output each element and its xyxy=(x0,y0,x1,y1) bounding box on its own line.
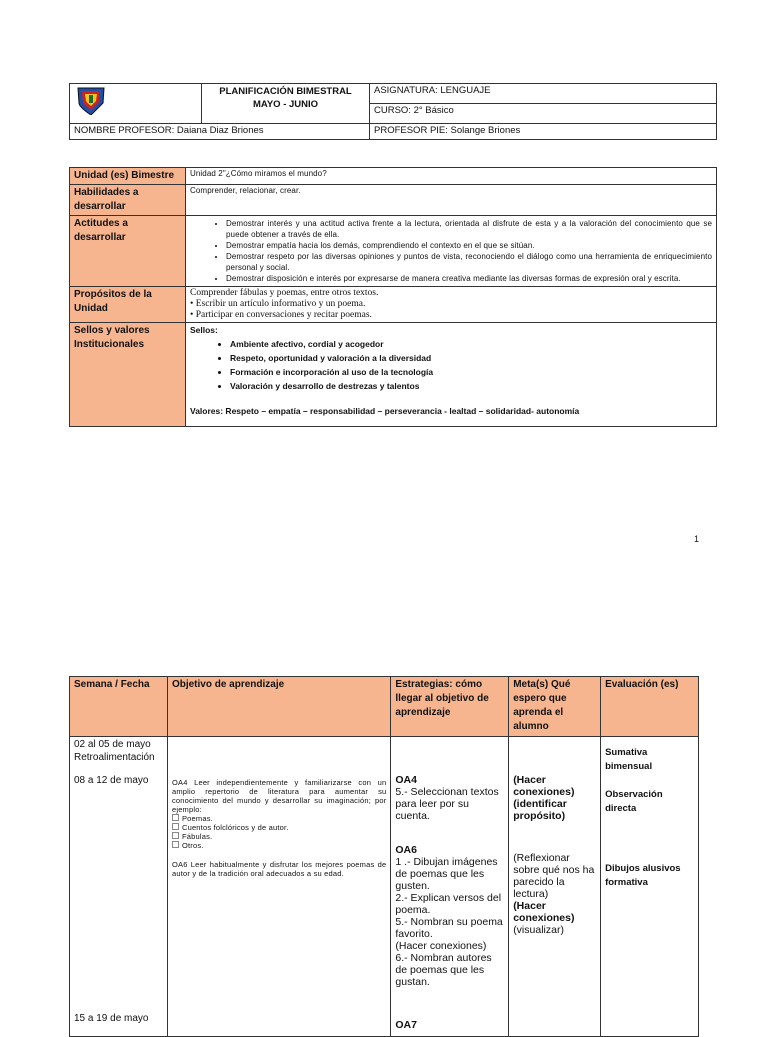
col-evaluation: Evaluación (es) xyxy=(601,677,699,737)
seals-title: Sellos: xyxy=(190,325,218,335)
unit-table xyxy=(69,167,717,427)
seal-item: • Formación e incorporación al uso de la tecnología xyxy=(230,365,712,379)
attitude-item: • Demostrar disposición e interés por expresarse de manera creativa mediante las diversas formas de expresión oral y escrita. xyxy=(226,273,712,284)
col-week: Semana / Fecha xyxy=(70,677,168,737)
title-cell xyxy=(202,84,370,124)
goal-item: (identificar propósito) xyxy=(513,798,567,822)
date-range: 15 a 19 de mayo xyxy=(74,1013,149,1024)
checkbox-icon xyxy=(172,814,179,821)
evaluation-item: Sumativa bimensual xyxy=(605,747,653,772)
unit-value: Unidad 2"¿Cómo miramos el mundo? xyxy=(186,168,717,185)
oa4-strategy: 5.- Seleccionan textos para leer por su cuenta. xyxy=(395,786,499,822)
col-strategies: Estrategias: cómo llegar al objetivo de aprendizaje xyxy=(391,677,509,737)
checkbox-icon xyxy=(172,823,179,830)
checkbox-icon xyxy=(172,832,179,839)
oa6-strategy: 5.- Nombran su poema favorito. xyxy=(395,916,503,940)
oa6-text: OA6 Leer habitualmente y disfrutar los mejores poemas de autor y de la tradición oral adecuados a su edad. xyxy=(171,860,387,878)
oa4-title: OA4 xyxy=(395,774,417,786)
checkbox-icon xyxy=(172,841,179,848)
evaluation-item: Observación directa xyxy=(605,789,663,814)
oa6-strategy: (Hacer conexiones) xyxy=(395,940,487,952)
evaluation-item: Dibujos alusivos formativa xyxy=(605,863,681,888)
seal-item: • Respeto, oportunidad y valoración a la diversidad xyxy=(230,351,712,365)
course: CURSO: 2° Básico xyxy=(370,104,717,124)
oa6-strategy: 6.- Nombran autores de poemas que les gustan. xyxy=(395,952,492,988)
oa4-item: Fábulas. xyxy=(172,832,386,841)
pie-teacher: PROFESOR PIE: Solange Briones xyxy=(370,124,717,140)
attitudes-cell xyxy=(186,216,717,287)
logo-cell xyxy=(70,84,202,124)
goals-cell xyxy=(509,737,601,1037)
date-label: Retroalimentación xyxy=(74,752,155,763)
purpose-item: • Participar en conversaciones y recitar poemas. xyxy=(190,310,372,320)
objective-cell xyxy=(167,737,390,1037)
attitude-item: • Demostrar interés y una actitud activa frente a la lectura, orientada al disfrute de esta y a la valoración del conocimiento que se puede obtener a través de ella. xyxy=(226,218,712,240)
dates-cell xyxy=(70,737,168,1037)
date-range: 08 a 12 de mayo xyxy=(74,775,149,786)
teacher-name: NOMBRE PROFESOR: Daiana Diaz Briones xyxy=(70,124,370,140)
oa4-item: Poemas. xyxy=(172,814,386,823)
plan-period: MAYO - JUNIO xyxy=(252,99,319,110)
oa4-item: Otros. xyxy=(172,841,386,850)
page-number: 1 xyxy=(694,534,700,544)
oa4-item: Cuentos folclóricos y de autor. xyxy=(172,823,386,832)
oa6-strategy: 1 .- Dibujan imágenes de poemas que les gusten. xyxy=(395,856,498,892)
oa7-title: OA7 xyxy=(395,1019,417,1031)
purposes-cell xyxy=(186,287,717,323)
attitude-item: • Demostrar empatía hacia los demás, comprendiendo el contexto en el que se sitúan. xyxy=(226,240,712,251)
values-text: Valores: Respeto – empatía – responsabilidad – perseverancia - lealtad – solidaridad- autonomía xyxy=(190,406,580,416)
oa6-strategy: 2.- Explican versos del poema. xyxy=(395,892,502,916)
skills-label: Habilidades a desarrollar xyxy=(70,185,186,216)
purpose-item: • Escribir un artículo informativo y un poema. xyxy=(190,299,366,309)
goal-item: (Hacer conexiones) xyxy=(513,774,575,798)
col-goal: Meta(s) Qué espero que aprenda el alumno xyxy=(509,677,601,737)
plan-table xyxy=(69,676,699,1037)
seals-cell xyxy=(186,323,717,427)
date-range: 02 al 05 de mayo xyxy=(74,739,151,750)
col-objective: Objetivo de aprendizaje xyxy=(167,677,390,737)
skills-value: Comprender, relacionar, crear. xyxy=(186,185,717,216)
school-logo-icon xyxy=(74,85,108,115)
goal-item: (visualizar) xyxy=(513,924,564,936)
purposes-label: Propósitos de la Unidad xyxy=(70,287,186,323)
seals-label: Sellos y valores Institucionales xyxy=(70,323,186,427)
unit-label: Unidad (es) Bimestre xyxy=(70,168,186,185)
oa6-title: OA6 xyxy=(395,844,417,856)
oa4-text: OA4 Leer independientemente y familiarizarse con un amplio repertorio de literatura para aumentar su conocimiento del mundo y desarrollar su imaginación; por ejemplo: xyxy=(171,778,387,814)
goal-item: (Reflexionar sobre qué nos ha parecido la lectura) xyxy=(513,852,595,900)
purpose-item: Comprender fábulas y poemas, entre otros textos. xyxy=(190,288,379,298)
header-table xyxy=(69,83,717,140)
attitudes-label: Actitudes a desarrollar xyxy=(70,216,186,287)
subject: ASIGNATURA: LENGUAJE xyxy=(370,84,717,104)
seal-item: • Ambiente afectivo, cordial y acogedor xyxy=(230,337,712,351)
attitude-item: • Demostrar respeto por las diversas opiniones y puntos de vista, reconociendo el diálogo como una herramienta de enriquecimiento personal y social. xyxy=(226,251,712,273)
plan-title: PLANIFICACIÓN BIMESTRAL xyxy=(219,86,352,97)
strategies-cell xyxy=(391,737,509,1037)
goal-item: (Hacer conexiones) xyxy=(513,900,575,924)
seal-item: • Valoración y desarrollo de destrezas y talentos xyxy=(230,379,712,393)
evaluation-cell xyxy=(601,737,699,1037)
